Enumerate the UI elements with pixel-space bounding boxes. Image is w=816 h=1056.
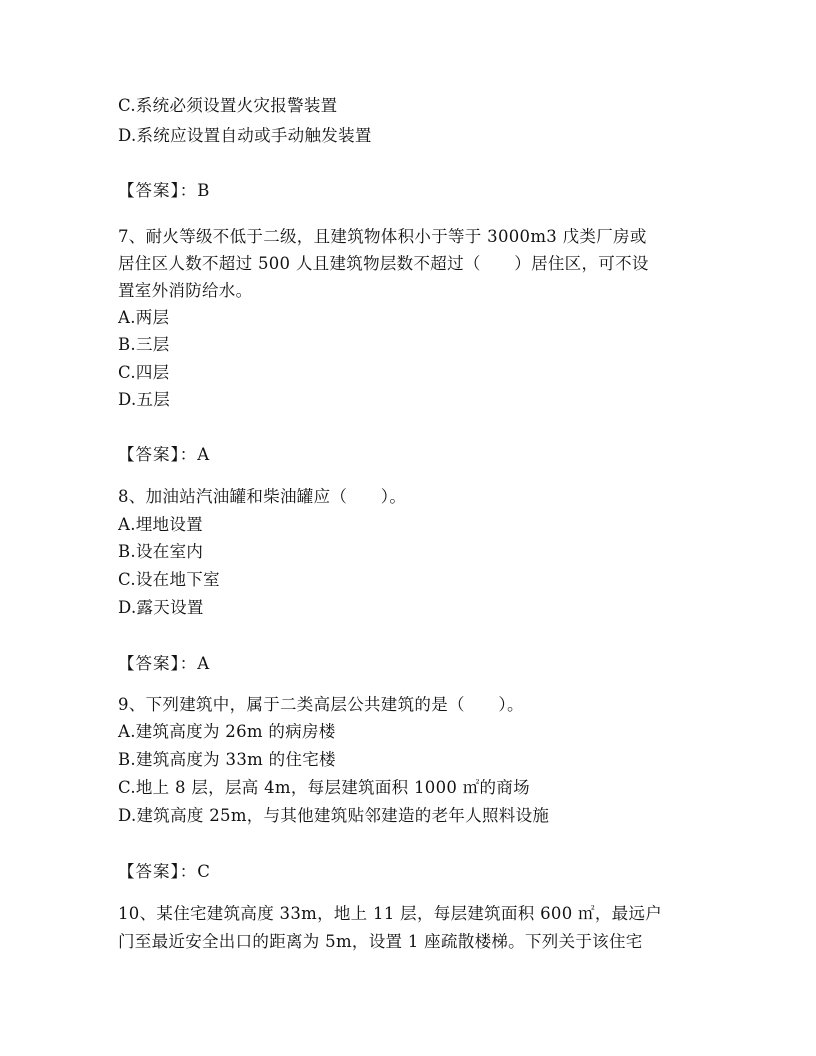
q7-option-a: A.两层 [118, 308, 170, 327]
q8-stem: 8、加油站汽油罐和柴油罐应（ ）。 [118, 487, 407, 506]
q7-option-b: B.三层 [118, 335, 170, 354]
q7-stem-line2: 居住区人数不超过 500 人且建筑物层数不超过（ ）居住区，可不设 [118, 254, 649, 273]
q7-stem-line3: 置室外消防给水。 [118, 281, 253, 300]
q7-stem-line1: 7、耐火等级不低于二级，且建筑物体积小于等于 3000m3 戊类厂房或 [118, 227, 647, 246]
q6-answer: 【答案】：B [118, 181, 211, 200]
q9-stem: 9、下列建筑中，属于二类高层公共建筑的是（ ）。 [118, 695, 524, 714]
q9-answer: 【答案】：C [118, 862, 211, 881]
q9-option-c: C.地上 8 层，层高 4m，每层建筑面积 1000 ㎡的商场 [118, 778, 530, 797]
q8-option-b: B.设在室内 [118, 542, 204, 561]
q8-option-c: C.设在地下室 [118, 570, 220, 589]
q8-option-a: A.埋地设置 [118, 515, 203, 534]
q10-stem-line1: 10、某住宅建筑高度 33m，地上 11 层，每层建筑面积 600 ㎡，最远户 [118, 904, 663, 923]
q8-option-d: D.露天设置 [118, 598, 204, 617]
q6-option-d: D.系统应设置自动或手动触发装置 [118, 126, 372, 145]
q10-stem-line2: 门至最近安全出口的距离为 5m，设置 1 座疏散楼梯。下列关于该住宅 [118, 932, 643, 951]
q7-option-d: D.五层 [118, 390, 171, 409]
q9-option-b: B.建筑高度为 33m 的住宅楼 [118, 750, 336, 769]
q9-option-a: A.建筑高度为 26m 的病房楼 [118, 722, 336, 741]
q6-option-c: C.系统必须设置火灾报警装置 [118, 96, 338, 115]
q7-answer: 【答案】：A [118, 445, 211, 464]
q7-option-c: C.四层 [118, 363, 170, 382]
q9-option-d: D.建筑高度 25m，与其他建筑贴邻建造的老年人照料设施 [118, 806, 550, 825]
q8-answer: 【答案】：A [118, 654, 211, 673]
